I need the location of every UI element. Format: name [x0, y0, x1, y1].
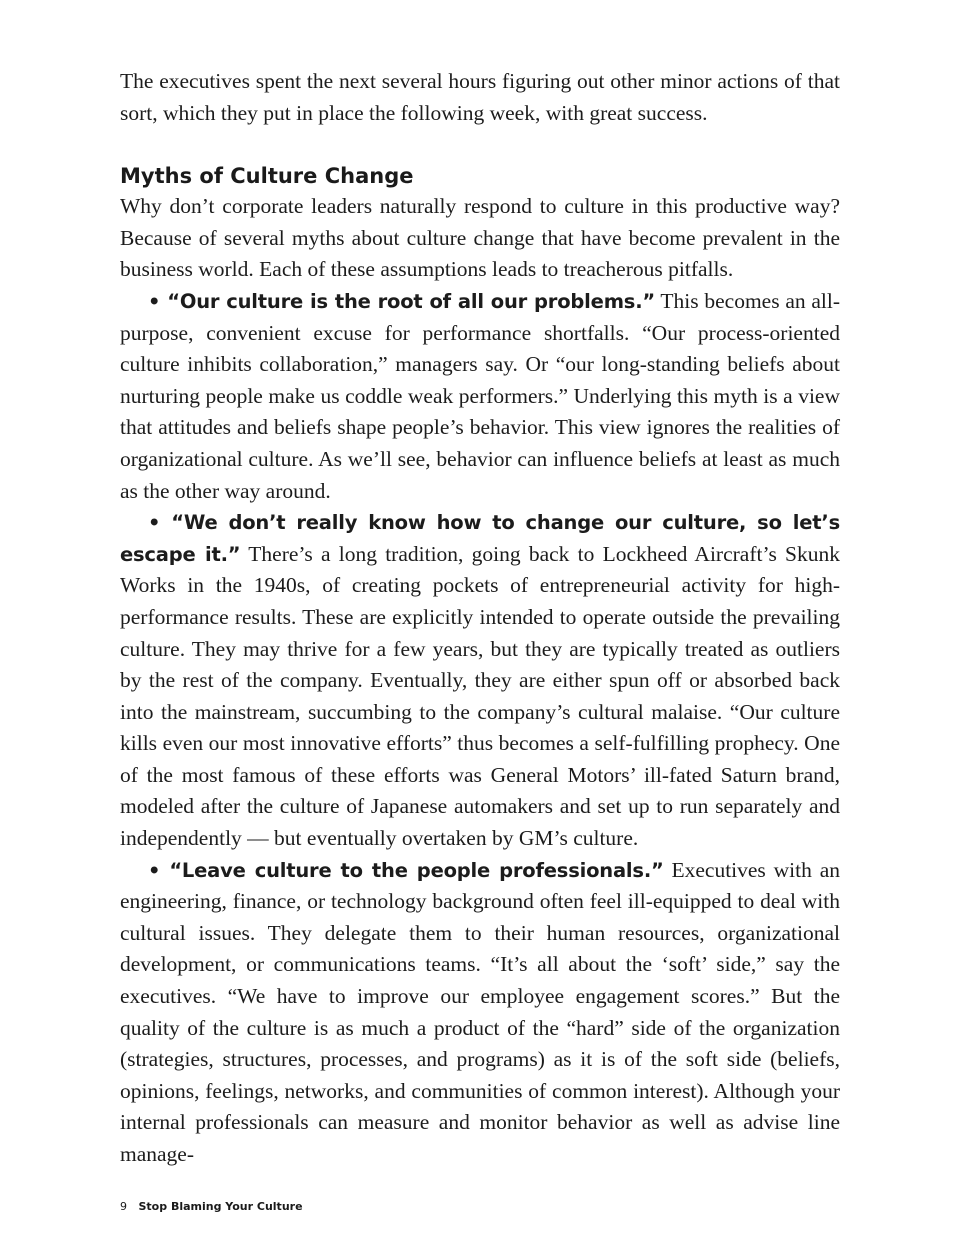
section-intro-paragraph: Why don’t corporate leaders naturally respond to culture in this productive way? Because of several myths about culture change that have become prevalent in the business world. Each of these assumptions leads to treacherous pitfalls.	[120, 194, 840, 282]
page-content	[120, 66, 840, 1171]
myth-text: This becomes an all-purpose, convenient excuse for performance shortfalls. “Our process-oriented culture inhibits collaboration,” managers say. Or “our long-standing beliefs about nurturing people make us coddle weak performers.” Underlying this myth is a view that attitudes and beliefs shape people’s behavior. This view ignores the realities of organizational culture. As we’ll see, behavior can influence beliefs at least as much as the other way around.	[120, 288, 840, 503]
myth-item-escape-culture	[120, 507, 840, 855]
section-heading: Myths of Culture Change	[120, 164, 414, 189]
myth-lead: • “We don’t really know how to change our culture, so let’s escape it.”	[120, 511, 840, 566]
page-footer	[120, 1200, 303, 1213]
myth-lead: • “Our culture is the root of all our problems.”	[148, 289, 656, 313]
myth-lead: • “Leave culture to the people professionals.”	[148, 858, 664, 882]
myth-item-root-of-problems	[120, 286, 840, 507]
myth-text: Executives with an engineering, finance, or technology background often feel ill-equipped to deal with cultural issues. They delegate them to their human resources, organizational development, or communications teams. “It’s all about the ‘soft’ side,” say the executives. “We have to improve our employee engagement scores.” But the quality of the culture is as much a product of the “hard” side of the organization (strategies, structures, processes, and programs) as it is of the soft side (beliefs, opinions, feelings, networks, and communities of common interest). Although your internal professionals can measure and monitor behavior as well as advise line manage-	[120, 857, 840, 1166]
myth-item-people-professionals	[120, 855, 840, 1171]
page-number: 9	[120, 1200, 127, 1213]
running-title: Stop Blaming Your Culture	[138, 1200, 303, 1213]
myth-text: There’s a long tradition, going back to Lockheed Aircraft’s Skunk Works in the 1940s, of creating pockets of entrepreneurial activity for high-performance results. These are explicitly intended to operate outside the prevailing culture. They may thrive for a few years, but they are typically treated as outliers by the rest of the company. Eventually, they are either spun off or absorbed back into the mainstream, succumbing to the company’s cultural malaise. “Our culture kills even our most innovative efforts” thus becomes a self-fulfilling prophecy. One of the most famous of these efforts was General Motors’ ill-fated Saturn brand, modeled after the culture of Japanese automakers and set up to run separately and independently — but eventually overtaken by GM’s culture.	[120, 541, 840, 851]
intro-paragraph: The executives spent the next several hours figuring out other minor actions of that sort, which they put in place the following week, with great success.	[120, 69, 840, 125]
